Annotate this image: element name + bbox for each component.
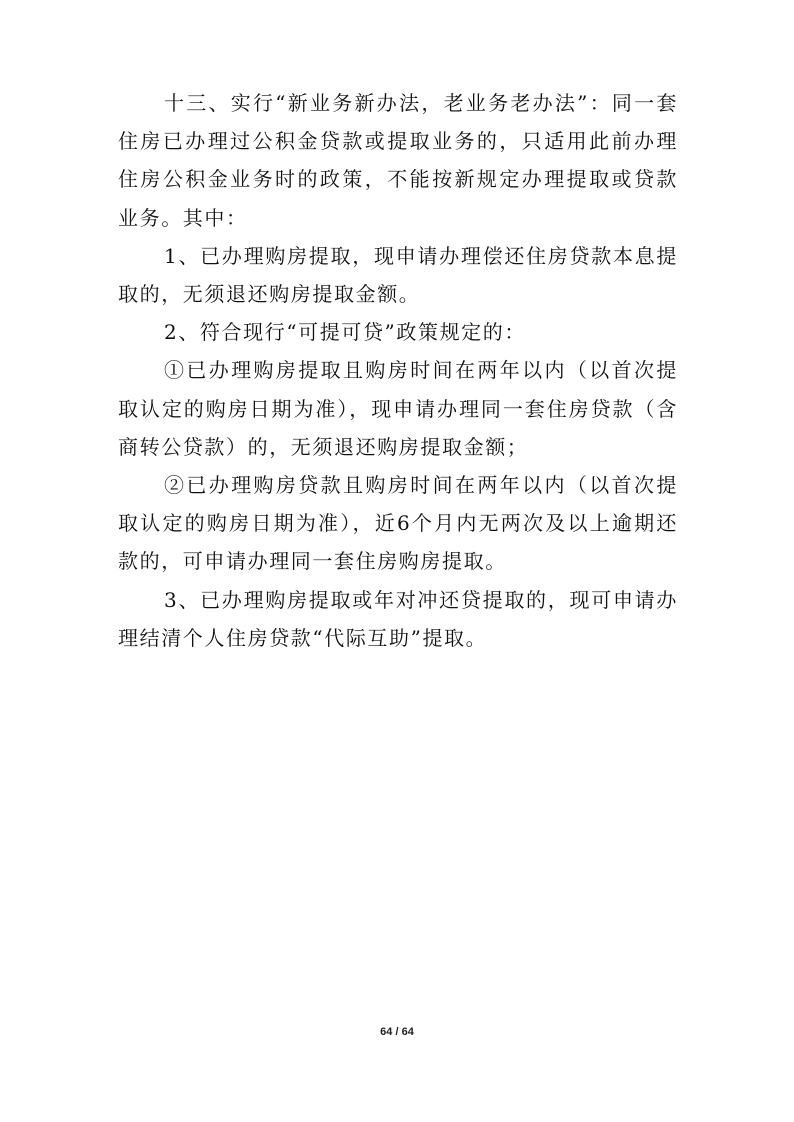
paragraph-item-2: 2、符合现行“可提可贷”政策规定的：	[164, 320, 526, 345]
paragraph-article-13: 十三、实行“新业务新办法，老业务老办法”：同一套住房已办理过公积金贷款或提取业务的，只适用此前办理住房公积金业务时的政策，不能按新规定办理提取或贷款业务。其中：	[118, 91, 678, 230]
paragraph-item-2-sub-1: ①已办理购房提取且购房时间在两年以内（以首次提取认定的购房日期为准），现申请办理同一套住房贷款（含商转公贷款）的，无须退还购房提取金额；	[118, 358, 678, 459]
paragraph-item-2-sub-2: ②已办理购房贷款且购房时间在两年以内（以首次提取认定的购房日期为准），近6个月内无两次及以上逾期还款的，可申请办理同一套住房购房提取。	[118, 473, 678, 574]
page-number: 64 / 64	[380, 1026, 414, 1038]
document-body	[118, 84, 678, 657]
paragraph-item-3: 3、已办理购房提取或年对冲还贷提取的，现可申请办理结清个人住房贷款“代际互助”提取。	[118, 587, 678, 650]
paragraph-item-1: 1、已办理购房提取，现申请办理偿还住房贷款本息提取的，无须退还购房提取金额。	[118, 243, 678, 307]
